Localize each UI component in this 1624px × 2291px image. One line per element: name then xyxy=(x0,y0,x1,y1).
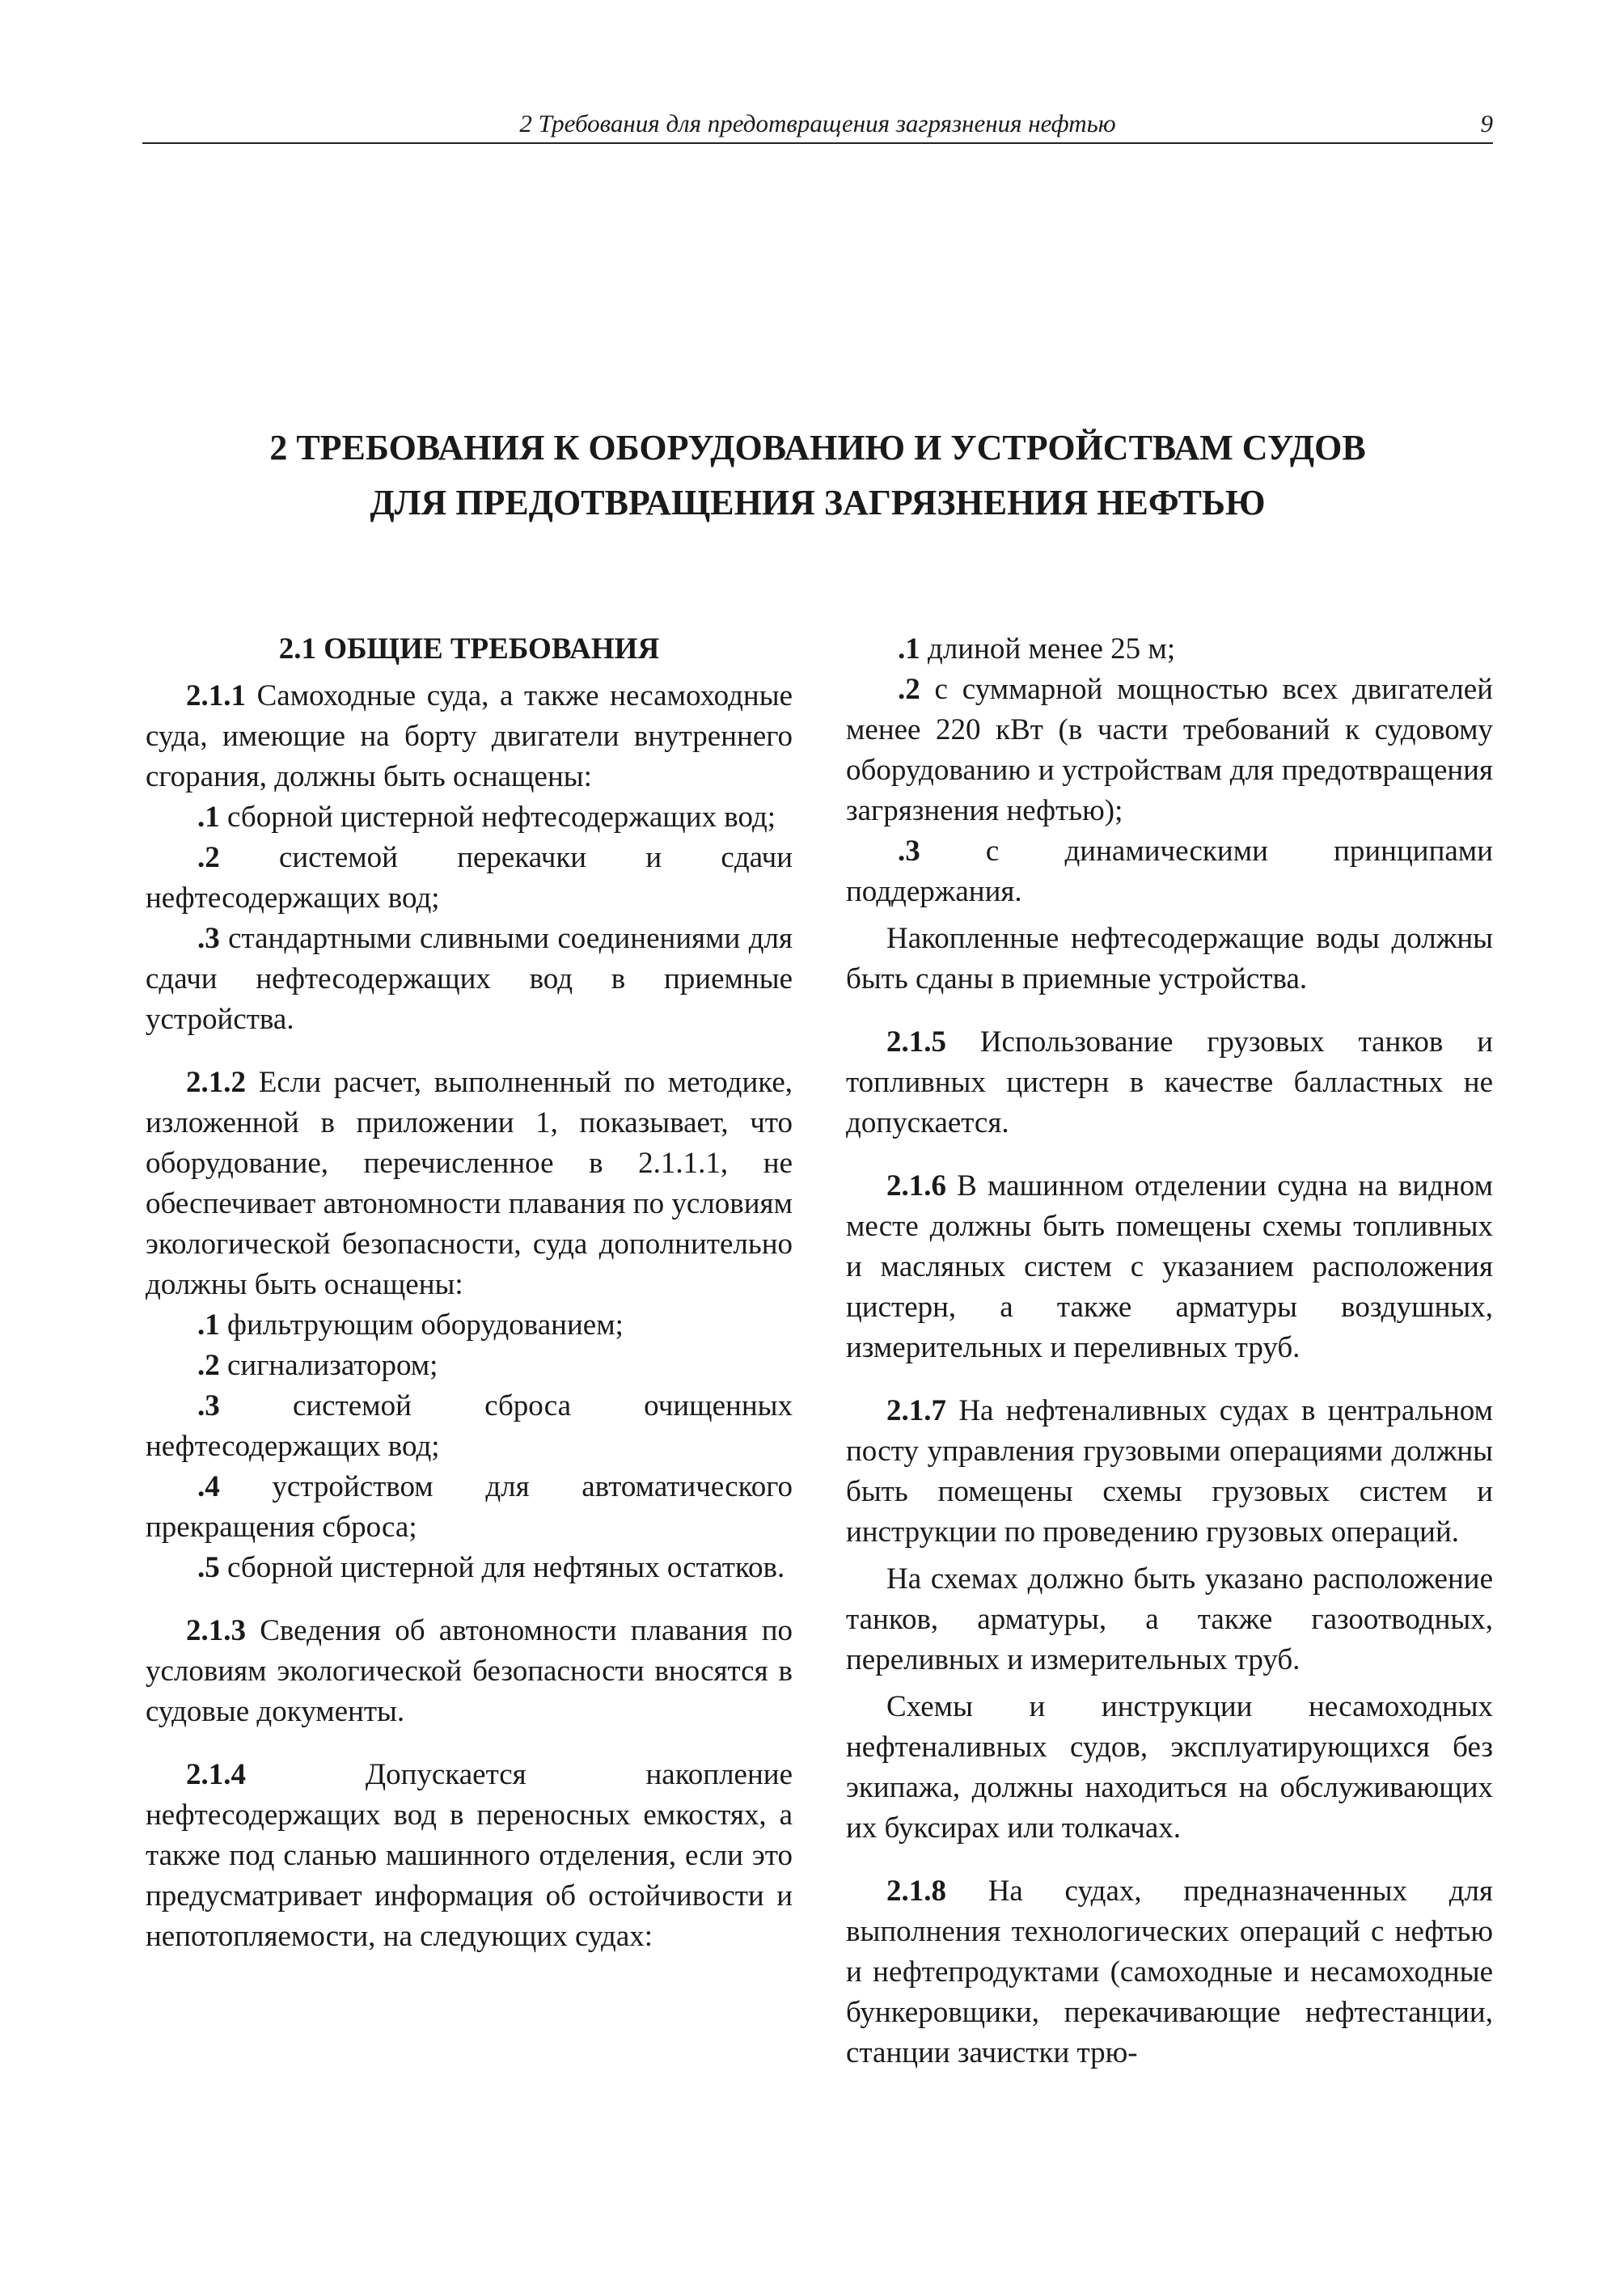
list-item xyxy=(146,797,793,838)
list-item-text: сборной цистерной нефтесодержащих вод; xyxy=(227,801,776,834)
list-item xyxy=(146,838,793,919)
list-item-text: стандартными сливными соединениями для сдачи нефтесодержащих вод в приемные устройства. xyxy=(146,922,793,1036)
paragraph-2-1-6 xyxy=(846,1166,1493,1368)
chapter-title-line-2: ДЛЯ ПРЕДОТВРАЩЕНИЯ ЗАГРЯЗНЕНИЯ НЕФТЬЮ xyxy=(370,483,1266,522)
list-item xyxy=(846,629,1493,670)
left-column xyxy=(146,629,793,1957)
paragraph-number: 2.1.2 xyxy=(186,1066,246,1099)
running-head-title: 2 Требования для предотвращения загрязнения нефтью xyxy=(519,109,1116,137)
list-item-text: длиной менее 25 м; xyxy=(928,632,1176,666)
chapter-title-line-1: 2 ТРЕБОВАНИЯ К ОБОРУДОВАНИЮ И УСТРОЙСТВАМ СУДОВ xyxy=(269,428,1366,467)
list-item xyxy=(146,1346,793,1386)
running-head xyxy=(142,108,1493,144)
paragraph-text: Сведения об автономности плавания по условиям экологической безопасности вносятся в судовые документы. xyxy=(146,1614,793,1728)
chapter-title xyxy=(142,421,1493,530)
paragraph-2-1-4 xyxy=(146,1755,793,1957)
list-item-number: .1 xyxy=(898,632,920,666)
list-item-text: сборной цистерной для нефтяных остатков. xyxy=(227,1551,785,1584)
paragraph-2-1-2 xyxy=(146,1063,793,1305)
list-item xyxy=(146,1386,793,1467)
paragraph-number: 2.1.3 xyxy=(186,1614,246,1647)
list-item-number: .1 xyxy=(197,1308,220,1342)
list-item xyxy=(146,1305,793,1346)
paragraph-number: 2.1.1 xyxy=(186,679,246,712)
list-item-number: .3 xyxy=(197,922,220,955)
paragraph-text: На судах, предназначенных для выполнения технологических операций с нефтью и нефтепродуктами (самоходные и несамоходные бункеровщики, перекачивающие нефтестанции, станции зачистки трю- xyxy=(846,1875,1493,2069)
paragraph-text: Если расчет, выполненный по методике, изложенной в приложении 1, показывает, что оборудование, перечисленное в 2.1.1.1, не обеспечивает автономности плавания по условиям экологической безопасности, суда дополнительно должны быть оснащены: xyxy=(146,1066,793,1301)
list-item-number: .4 xyxy=(197,1470,220,1503)
list-item xyxy=(846,831,1493,912)
list-item xyxy=(146,1467,793,1548)
list-item-number: .3 xyxy=(898,835,920,868)
list-item-number: .2 xyxy=(197,1349,220,1382)
list-item-number: .3 xyxy=(197,1389,220,1422)
paragraph-number: 2.1.7 xyxy=(886,1394,946,1427)
paragraph-2-1-3 xyxy=(146,1611,793,1732)
paragraph-2-1-8 xyxy=(846,1871,1493,2073)
paragraph-2-1-1 xyxy=(146,676,793,797)
list-item-number: .1 xyxy=(197,801,220,834)
list-item-number: .2 xyxy=(197,841,220,874)
list-item xyxy=(846,670,1493,831)
list-item-text: с динамическими принципами поддержания. xyxy=(846,835,1494,908)
paragraph-text: Допускается накопление нефтесодержащих вод в переносных емкостях, а также под сланью машинного отделения, если это предусматривает информация об остойчивости и непотопляемости, на следующих судах: xyxy=(146,1758,793,1953)
list-item-text: устройством для автоматического прекращения сброса; xyxy=(146,1470,793,1544)
paragraph-text: В машинном отделении судна на видном месте должны быть помещены схемы топливных и масляных систем с указанием расположения цистерн, а также арматуры воздушных, измерительных и переливных труб. xyxy=(846,1169,1494,1364)
paragraph-text: Схемы и инструкции несамоходных нефтеналивных судов, эксплуатирующихся без экипажа, должны находиться на обслуживающих их буксирах или толкачах. xyxy=(846,1690,1493,1845)
paragraph-number: 2.1.4 xyxy=(186,1758,246,1791)
section-title: 2.1 ОБЩИЕ ТРЕБОВАНИЯ xyxy=(278,632,660,666)
paragraph-text: Использование грузовых танков и топливных цистерн в качестве балластных не допускается. xyxy=(846,1025,1493,1139)
paragraph-text: Самоходные суда, а также несамоходные суда, имеющие на борту двигатели внутреннего сгорания, должны быть оснащены: xyxy=(146,679,793,793)
list-item-number: .5 xyxy=(197,1551,220,1584)
paragraph-number: 2.1.8 xyxy=(886,1875,946,1908)
list-item-text: системой сброса очищенных нефтесодержащих вод; xyxy=(146,1389,793,1463)
list-item-text: сигнализатором; xyxy=(227,1349,438,1382)
paragraph-text: Накопленные нефтесодержащие воды должны быть сданы в приемные устройства. xyxy=(846,922,1493,995)
paragraph-text: На нефтеналивных судах в центральном посту управления грузовыми операциями должны быть помещены схемы грузовых систем и инструкции по проведению грузовых операций. xyxy=(846,1394,1494,1549)
right-column xyxy=(846,629,1493,2073)
list-item-number: .2 xyxy=(898,673,920,706)
paragraph-number: 2.1.6 xyxy=(886,1169,946,1203)
page-number: 9 xyxy=(1480,109,1493,137)
list-item-text: с суммарной мощностью всех двигателей менее 220 кВт (в части требований к судовому оборудованию и устройствам для предотвращения загрязнения нефтью); xyxy=(846,673,1494,827)
paragraph-number: 2.1.5 xyxy=(886,1025,946,1059)
list-item xyxy=(146,919,793,1040)
list-item-text: системой перекачки и сдачи нефтесодержащих вод; xyxy=(146,841,793,915)
paragraph-2-1-7 xyxy=(846,1391,1493,1553)
list-item-text: фильтрующим оборудованием; xyxy=(227,1308,624,1342)
list-item xyxy=(146,1548,793,1588)
paragraph-2-1-5 xyxy=(846,1022,1493,1143)
paragraph-text: На схемах должно быть указано расположение танков, арматуры, а также газоотводных, переливных и измерительных труб. xyxy=(846,1562,1493,1676)
